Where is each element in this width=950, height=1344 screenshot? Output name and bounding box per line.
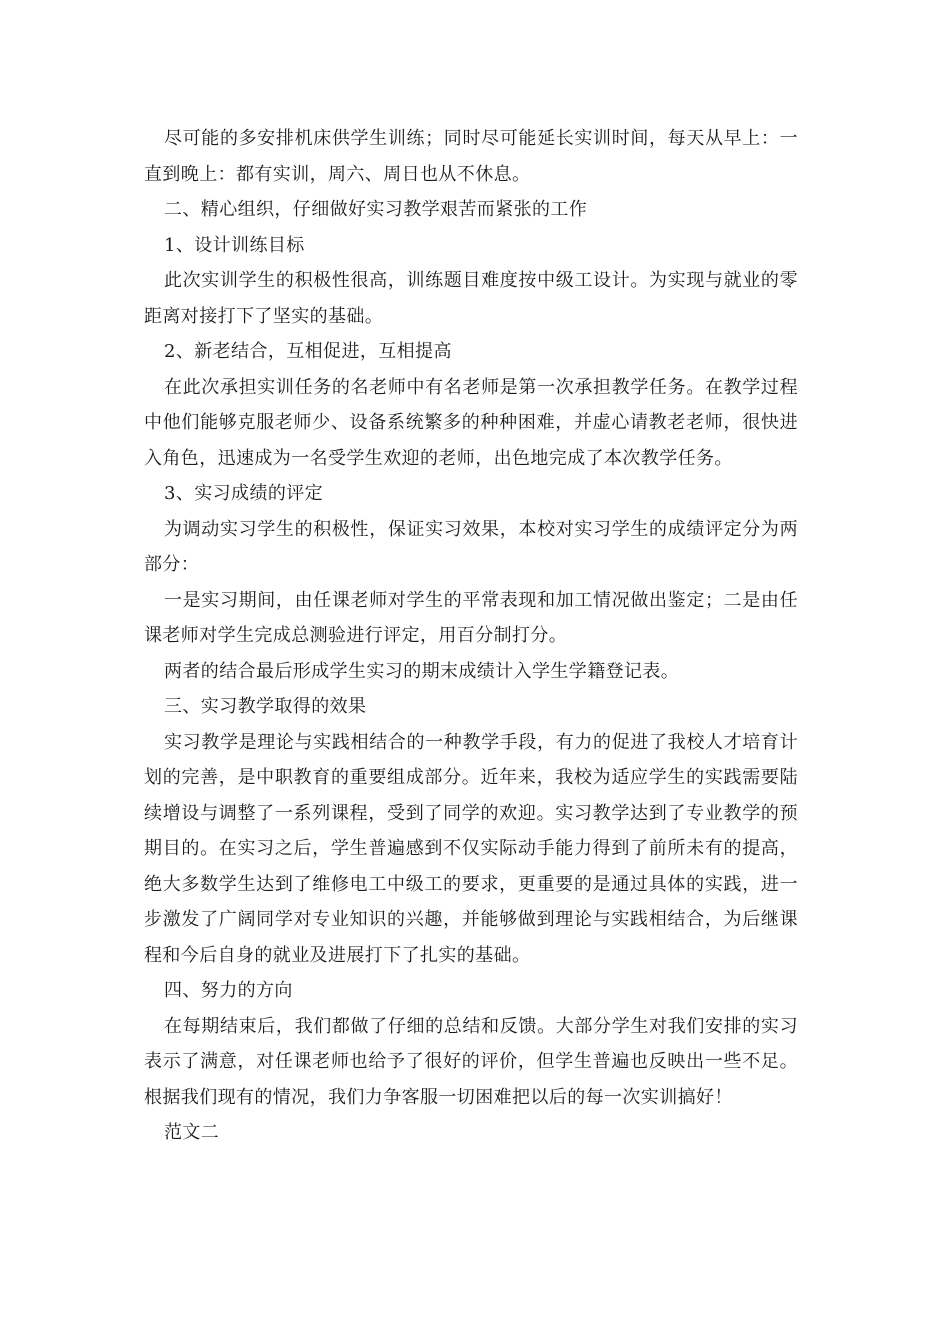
paragraph: 为调动实习学生的积极性，保证实习效果，本校对实习学生的成绩评定分为两部分： — [144, 518, 798, 575]
section-heading: 三、实习教学取得的效果 — [164, 696, 367, 717]
subsection-heading: 3、实习成绩的评定 — [164, 483, 324, 504]
section-heading: 二、精心组织，仔细做好实习教学艰苦而紧张的工作 — [164, 199, 588, 220]
section-heading: 四、努力的方向 — [164, 980, 293, 1001]
paragraph: 尽可能的多安排机床供学生训练；同时尽可能延长实训时间，每天从早上：一直到晚上：都有实训，周六、周日也从不休息。 — [144, 128, 798, 185]
document-body — [144, 121, 798, 1151]
paragraph: 两者的结合最后形成学生实习的期末成绩计入学生学籍登记表。 — [164, 660, 680, 682]
paragraph: 在此次承担实训任务的名老师中有名老师是第一次承担教学任务。在教学过程中他们能够克服老师少、设备系统繁多的种种困难，并虚心请教老老师，很快进入角色，迅速成为一名受学生欢迎的老师，出色地完成了本次教学任务。 — [144, 376, 798, 469]
subsection-heading: 1、设计训练目标 — [164, 234, 305, 256]
paragraph: 此次实训学生的积极性很高，训练题目难度按中级工设计。为实现与就业的零距离对接打下了坚实的基础。 — [144, 270, 798, 327]
subsection-heading: 2、新老结合，互相促进，互相提高 — [164, 341, 452, 362]
paragraph: 一是实习期间，由任课老师对学生的平常表现和加工情况做出鉴定；二是由任课老师对学生完成总测验进行评定，用百分制打分。 — [144, 589, 798, 646]
paragraph: 实习教学是理论与实践相结合的一种教学手段，有力的促进了我校人才培育计划的完善，是中职教育的重要组成部分。近年来，我校为适应学生的实践需要陆续增设与调整了一系列课程，受到了同学的欢迎。实习教学达到了专业教学的预期目的。在实习之后，学生普遍感到不仅实际动手能力得到了前所未有的提高，绝大多数学生达到了维修电工中级工的要求，更重要的是通过具体的实践，进一步激发了广阔同学对专业知识的兴趣，并能够做到理论与实践相结合，为后继课程和今后自身的就业及进展打下了扎实的基础。 — [144, 731, 798, 966]
paragraph: 在每期结束后，我们都做了仔细的总结和反馈。大部分学生对我们安排的实习表示了满意，对任课老师也给予了很好的评价，但学生普遍也反映出一些不足。根据我们现有的情况，我们力争客服一切困难把以后的每一次实训搞好！ — [144, 1015, 798, 1108]
sample-title: 范文二 — [164, 1122, 220, 1143]
